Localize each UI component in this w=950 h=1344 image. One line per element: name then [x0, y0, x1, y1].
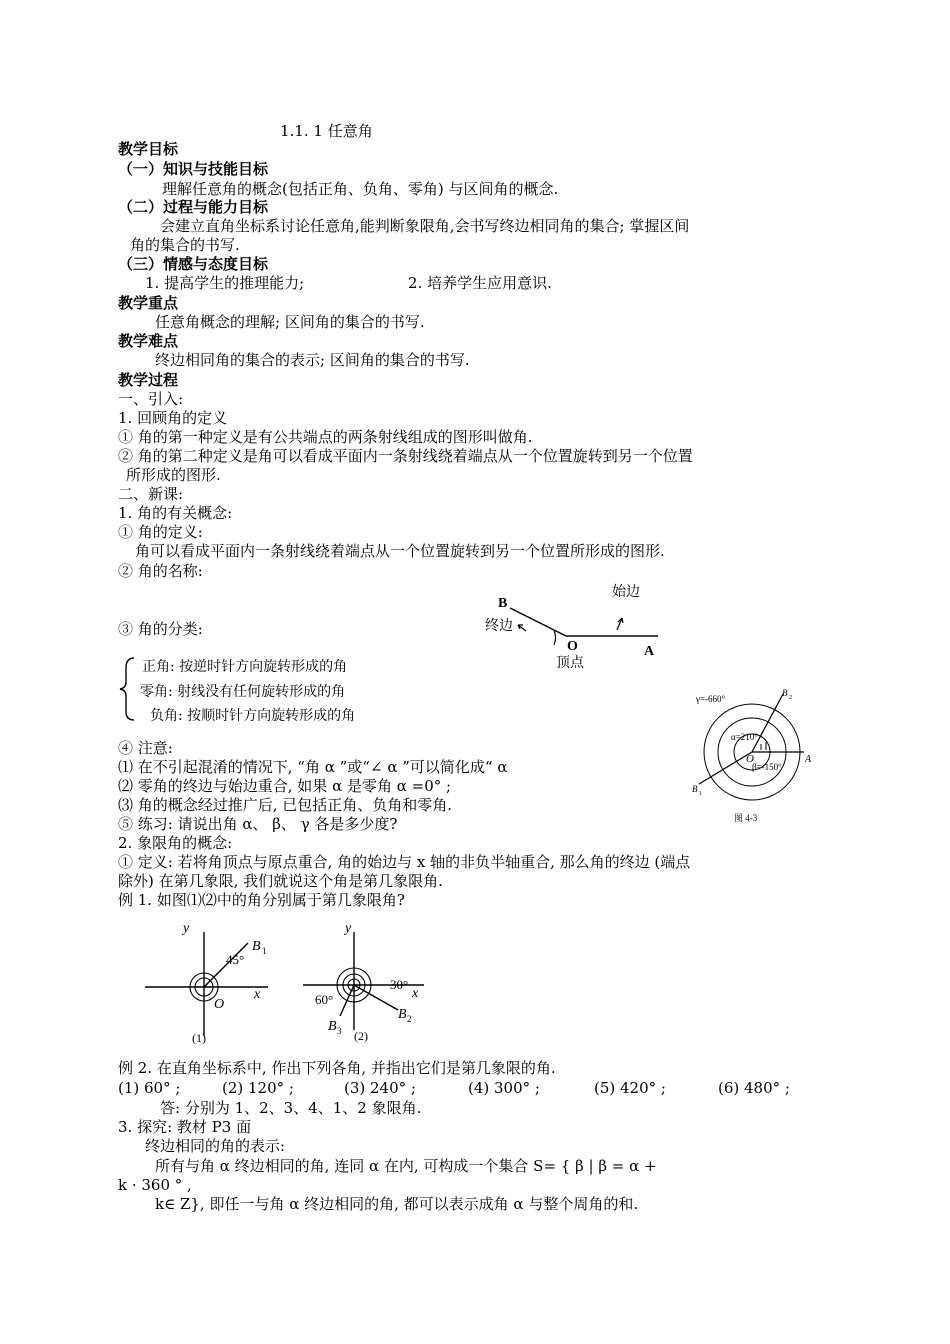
b3-sub-ex: 3: [337, 1026, 342, 1036]
newlesson-line: 二、新课:: [118, 485, 184, 503]
b3-label-ex: B: [328, 1019, 337, 1034]
note1-line: ⑴ 在不引起混淆的情况下, “角 α ”或“∠ α ”可以简化成“ α: [118, 758, 508, 776]
example2-line: 例 2. 在直角坐标系中, 作出下列各角, 并指出它们是第几象限的角.: [118, 1059, 556, 1077]
figure-caption: 图 4-3: [734, 813, 758, 823]
terminal-side-label: 终边: [485, 619, 513, 634]
note3-line: ⑶ 角的概念经过推广后, 已包括正角、负角和零角.: [118, 796, 453, 814]
angle-45-label: 45°: [226, 952, 245, 967]
goal2-text-b: 角的集合的书写.: [130, 236, 240, 254]
goal1-heading: （一）知识与技能目标: [118, 160, 269, 178]
y-label-1: y: [183, 921, 190, 936]
goal3-heading: （三）情感与态度目标: [118, 255, 269, 273]
coterminal-b-line: k · 360 ° ,: [118, 1176, 192, 1194]
figure-4-3: [682, 686, 822, 828]
label-a: A: [644, 644, 655, 659]
b2-label-ex: B: [398, 1007, 407, 1022]
ex2-item-6: (6) 480° ;: [718, 1079, 790, 1097]
def2a-line: ② 角的第二种定义是角可以看成平面内一条射线绕着端点从一个位置旋转到另一个位置: [118, 447, 693, 465]
b1-sub-ex: 1: [262, 946, 267, 956]
caption-2: (2): [354, 1029, 368, 1043]
exercise-line: ⑤ 练习: 请说出角 α、 β、 γ 各是多少度?: [118, 815, 398, 833]
intro-line: 一、引入:: [118, 390, 184, 408]
caption-1: (1): [192, 1031, 206, 1045]
note2-line: ⑵ 零角的终边与始边重合, 如果 α 是零角 α =0° ;: [118, 777, 452, 795]
a-label: A: [805, 754, 812, 765]
b2-sub-ex: 2: [407, 1014, 412, 1024]
key-heading: 教学重点: [118, 294, 179, 312]
b2-sub: 2: [789, 695, 792, 701]
angle-def-heading: ① 角的定义:: [118, 523, 203, 541]
angle-name-line: ② 角的名称:: [118, 562, 203, 580]
coterminal-c-line: k∈ Z}, 即任一与角 α 终边相同的角, 都可以表示成角 α 与整个周角的和.: [155, 1195, 639, 1213]
key-text: 任意角概念的理解; 区间角的集合的书写.: [155, 313, 425, 331]
def1-line: ① 角的第一种定义是有公共端点的两条射线组成的图形叫做角.: [118, 428, 533, 446]
alpha-label: α=210°: [731, 732, 758, 742]
ex2-item-4: (4) 300° ;: [468, 1079, 540, 1097]
positive-angle-line: 正角: 按逆时针方向旋转形成的角: [142, 659, 348, 675]
qdef-b-line: 除外) 在第几象限, 我们就说这个角是第几象限角.: [118, 872, 443, 890]
brace-icon: [118, 656, 140, 722]
explore-line: 3. 探究: 教材 P3 面: [118, 1118, 252, 1136]
origin-label: O: [746, 753, 754, 765]
origin-label-1: O: [214, 997, 225, 1012]
angle-30-label: 30°: [390, 977, 409, 992]
angle-class-line: ③ 角的分类:: [118, 620, 203, 638]
difficulty-text: 终边相同角的集合的表示; 区间角的集合的书写.: [155, 351, 470, 369]
coterminal-a-line: 所有与角 α 终边相同的角, 连同 α 在内, 可构成一个集合 S= { β | β = α +: [155, 1157, 657, 1175]
quadrant-heading: 2. 象限角的概念:: [118, 834, 233, 852]
note1-clip: [118, 758, 674, 778]
terminal-ray: [510, 608, 566, 636]
b1-sub: 1: [699, 791, 702, 797]
example1-figures: [140, 918, 440, 1048]
page-title: 1.1. 1 任意角: [280, 122, 373, 140]
def2b-line: 所形成的图形.: [126, 466, 221, 484]
b1-label-ex: B: [252, 939, 261, 954]
label-o: O: [567, 639, 578, 654]
ex2-item-5: (5) 420° ;: [594, 1079, 666, 1097]
ex2-item-3: (3) 240° ;: [344, 1079, 416, 1097]
difficulty-heading: 教学难点: [118, 332, 179, 350]
goal3-item1: 1. 提高学生的推理能力;: [145, 274, 305, 292]
x-label-1: x: [254, 987, 261, 1002]
goal1-text: 理解任意角的概念(包括正角、负角、零角) 与区间角的概念.: [162, 180, 559, 198]
qdef-a-line: ① 定义: 若将角顶点与原点重合, 角的始边与 x 轴的非负半轴重合, 那么角的终边 (端点: [118, 853, 691, 871]
b2-label: B: [782, 688, 788, 698]
x-label-2: x: [412, 986, 419, 1001]
concepts-line: 1. 角的有关概念:: [118, 504, 233, 522]
review-line: 1. 回顾角的定义: [118, 409, 228, 427]
angle-arc: [554, 630, 556, 645]
initial-side-label: 始边: [612, 585, 640, 600]
y-label-2: y: [345, 921, 352, 936]
b1-label: B: [692, 784, 698, 794]
ex2-item-2: (2) 120° ;: [222, 1079, 294, 1097]
example1-line: 例 1. 如图⑴⑵中的角分别属于第几象限角?: [118, 891, 405, 909]
vertex-label: 顶点: [556, 656, 584, 671]
beta-label: β=-150°: [752, 762, 782, 772]
note-heading: ④ 注意:: [118, 739, 173, 757]
zero-angle-line: 零角: 射线没有任何旋转形成的角: [140, 684, 346, 700]
goals-heading: 教学目标: [118, 140, 179, 158]
angle-figure: [470, 575, 670, 675]
goal2-text-a: 会建立直角坐标系讨论任意角,能判断象限角,会书写终边相同角的集合; 掌握区间: [160, 217, 690, 235]
goal2-heading: （二）过程与能力目标: [118, 198, 269, 216]
angle-def-text: 角可以看成平面内一条射线绕着端点从一个位置旋转到另一个位置所形成的图形.: [135, 542, 665, 560]
gamma-label: γ=-660°: [696, 694, 726, 704]
negative-angle-line: 负角: 按顺时针方向旋转形成的角: [150, 708, 356, 724]
ex2-item-1: (1) 60° ;: [118, 1079, 181, 1097]
ex2-answer: 答: 分别为 1、2、3、4、1、2 象限角.: [160, 1099, 422, 1117]
goal3-item2: 2. 培养学生应用意识.: [408, 274, 552, 292]
coterminal-heading: 终边相同的角的表示:: [145, 1137, 286, 1155]
angle-60-label: 60°: [315, 992, 334, 1007]
label-b: B: [498, 596, 508, 611]
process-heading: 教学过程: [118, 371, 179, 389]
